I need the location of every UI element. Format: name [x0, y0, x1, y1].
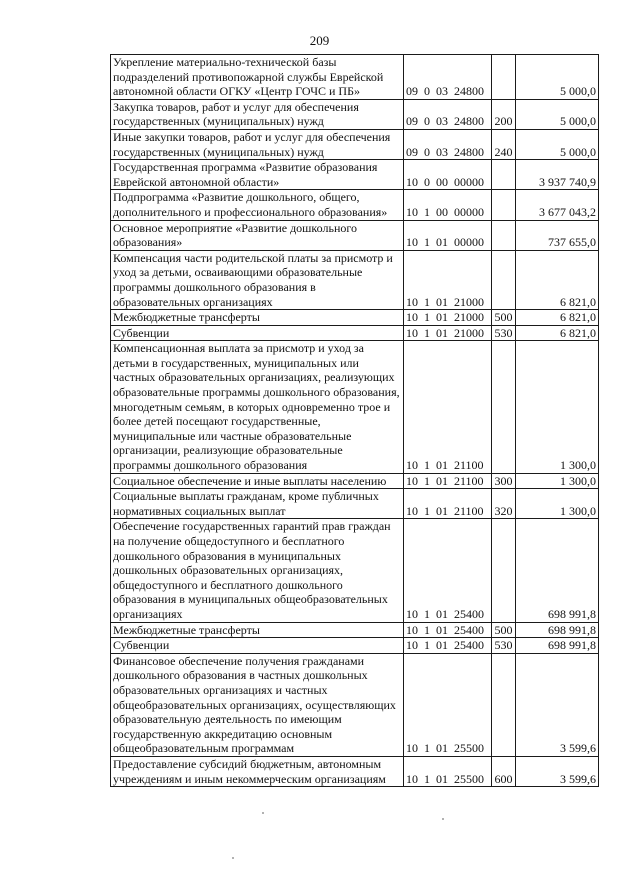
- table-row: [111, 99, 599, 129]
- row-expense-type-cell: 600: [492, 756, 516, 786]
- row-name-cell: Обеспечение государственных гарантий прав граждан на получение общедоступного и бесплатного дошкольного образования в муниципальных дошкольных образовательных организациях, общедоступного и бесплатного дошкольного образования в муниципальных общеобразовательных организациях: [111, 519, 404, 622]
- row-amount-cell: 6 821,0: [516, 325, 599, 341]
- row-amount-cell: 5 000,0: [516, 99, 599, 129]
- row-amount-cell: 6 821,0: [516, 250, 599, 309]
- row-amount-cell: 737 655,0: [516, 220, 599, 250]
- row-amount-cell: 3 937 740,9: [516, 160, 599, 190]
- row-code-cell: 10 1 01 21000: [404, 310, 492, 326]
- row-expense-type-cell: 300: [492, 473, 516, 489]
- row-name-cell: Закупка товаров, работ и услуг для обеспечения государственных (муниципальных) нужд: [111, 99, 404, 129]
- table-row: [111, 250, 599, 309]
- row-amount-cell: 698 991,8: [516, 638, 599, 654]
- row-amount-cell: 1 300,0: [516, 489, 599, 519]
- row-expense-type-cell: [492, 190, 516, 220]
- row-amount-cell: 5 000,0: [516, 55, 599, 100]
- table-row: [111, 473, 599, 489]
- row-expense-type-cell: [492, 341, 516, 473]
- row-code-cell: 10 1 01 00000: [404, 220, 492, 250]
- budget-table: [110, 54, 599, 787]
- scan-speck: [232, 857, 234, 859]
- row-name-cell: Межбюджетные трансферты: [111, 310, 404, 326]
- row-name-cell: Финансовое обеспечение получения гражданами дошкольного образования в частных дошкольных образовательных организациях и частных общеобразовательных организациях, осуществляющих образовательную деятельность по имеющим государственную аккредитацию основным общеобразовательным программам: [111, 653, 404, 756]
- row-amount-cell: 5 000,0: [516, 129, 599, 159]
- row-expense-type-cell: 240: [492, 129, 516, 159]
- row-name-cell: Социальные выплаты гражданам, кроме публичных нормативных социальных выплат: [111, 489, 404, 519]
- row-amount-cell: 6 821,0: [516, 310, 599, 326]
- row-expense-type-cell: [492, 519, 516, 622]
- row-name-cell: Иные закупки товаров, работ и услуг для обеспечения государственных (муниципальных) нужд: [111, 129, 404, 159]
- row-expense-type-cell: 320: [492, 489, 516, 519]
- row-expense-type-cell: 500: [492, 622, 516, 638]
- row-amount-cell: 1 300,0: [516, 473, 599, 489]
- table-row: [111, 653, 599, 756]
- scan-speck: [442, 818, 444, 820]
- table-row: [111, 341, 599, 473]
- row-amount-cell: 3 599,6: [516, 653, 599, 756]
- row-code-cell: 09 0 03 24800: [404, 55, 492, 100]
- row-name-cell: Государственная программа «Развитие образования Еврейской автономной области»: [111, 160, 404, 190]
- row-code-cell: 09 0 03 24800: [404, 99, 492, 129]
- scan-speck: [262, 812, 264, 814]
- row-code-cell: 10 1 01 21100: [404, 341, 492, 473]
- table-row: [111, 129, 599, 159]
- table-row: [111, 622, 599, 638]
- row-code-cell: 10 1 01 25400: [404, 622, 492, 638]
- row-expense-type-cell: [492, 220, 516, 250]
- row-code-cell: 10 1 01 25500: [404, 653, 492, 756]
- row-code-cell: 10 1 01 21000: [404, 250, 492, 309]
- row-name-cell: Компенсация части родительской платы за присмотр и уход за детьми, осваивающими образовательные программы дошкольного образования в образовательных организациях: [111, 250, 404, 309]
- page-number: 209: [309, 33, 330, 48]
- row-code-cell: 10 1 01 25400: [404, 638, 492, 654]
- row-expense-type-cell: 530: [492, 638, 516, 654]
- row-name-cell: Подпрограмма «Развитие дошкольного, общего, дополнительного и профессионального образования»: [111, 190, 404, 220]
- row-amount-cell: 698 991,8: [516, 519, 599, 622]
- table-row: [111, 489, 599, 519]
- row-name-cell: Укрепление материально-технической базы подразделений противопожарной службы Еврейской автономной области ОГКУ «Центр ГОЧС и ПБ»: [111, 55, 404, 100]
- row-code-cell: 10 1 01 21100: [404, 489, 492, 519]
- row-expense-type-cell: [492, 160, 516, 190]
- table-row: [111, 325, 599, 341]
- row-expense-type-cell: [492, 55, 516, 100]
- row-amount-cell: 1 300,0: [516, 341, 599, 473]
- row-name-cell: Межбюджетные трансферты: [111, 622, 404, 638]
- row-expense-type-cell: 200: [492, 99, 516, 129]
- table-row: [111, 190, 599, 220]
- table-row: [111, 220, 599, 250]
- row-code-cell: 10 1 01 25500: [404, 756, 492, 786]
- row-name-cell: Социальное обеспечение и иные выплаты населению: [111, 473, 404, 489]
- table-row: [111, 55, 599, 100]
- table-row: [111, 756, 599, 786]
- row-expense-type-cell: 530: [492, 325, 516, 341]
- row-name-cell: Предоставление субсидий бюджетным, автономным учреждениям и иным некоммерческим организациям: [111, 756, 404, 786]
- budget-table-body: [111, 55, 599, 787]
- table-row: [111, 310, 599, 326]
- row-code-cell: 10 0 00 00000: [404, 160, 492, 190]
- row-name-cell: Субвенции: [111, 638, 404, 654]
- row-expense-type-cell: [492, 250, 516, 309]
- row-expense-type-cell: [492, 653, 516, 756]
- row-code-cell: 10 1 00 00000: [404, 190, 492, 220]
- row-name-cell: Основное мероприятие «Развитие дошкольного образования»: [111, 220, 404, 250]
- row-amount-cell: 3 599,6: [516, 756, 599, 786]
- row-code-cell: 10 1 01 25400: [404, 519, 492, 622]
- table-row: [111, 638, 599, 654]
- table-row: [111, 160, 599, 190]
- row-code-cell: 10 1 01 21000: [404, 325, 492, 341]
- table-row: [111, 519, 599, 622]
- row-expense-type-cell: 500: [492, 310, 516, 326]
- row-name-cell: Субвенции: [111, 325, 404, 341]
- row-name-cell: Компенсационная выплата за присмотр и уход за детьми в государственных, муниципальных или частных образовательных организациях, реализующих образовательные программы дошкольного образования, многодетным семьям, в которых одновременно трое и более детей посещают государственные, муниципальные или частные образовательные организации, реализующие образовательные программы дошкольного образования: [111, 341, 404, 473]
- row-code-cell: 09 0 03 24800: [404, 129, 492, 159]
- row-code-cell: 10 1 01 21100: [404, 473, 492, 489]
- row-amount-cell: 3 677 043,2: [516, 190, 599, 220]
- row-amount-cell: 698 991,8: [516, 622, 599, 638]
